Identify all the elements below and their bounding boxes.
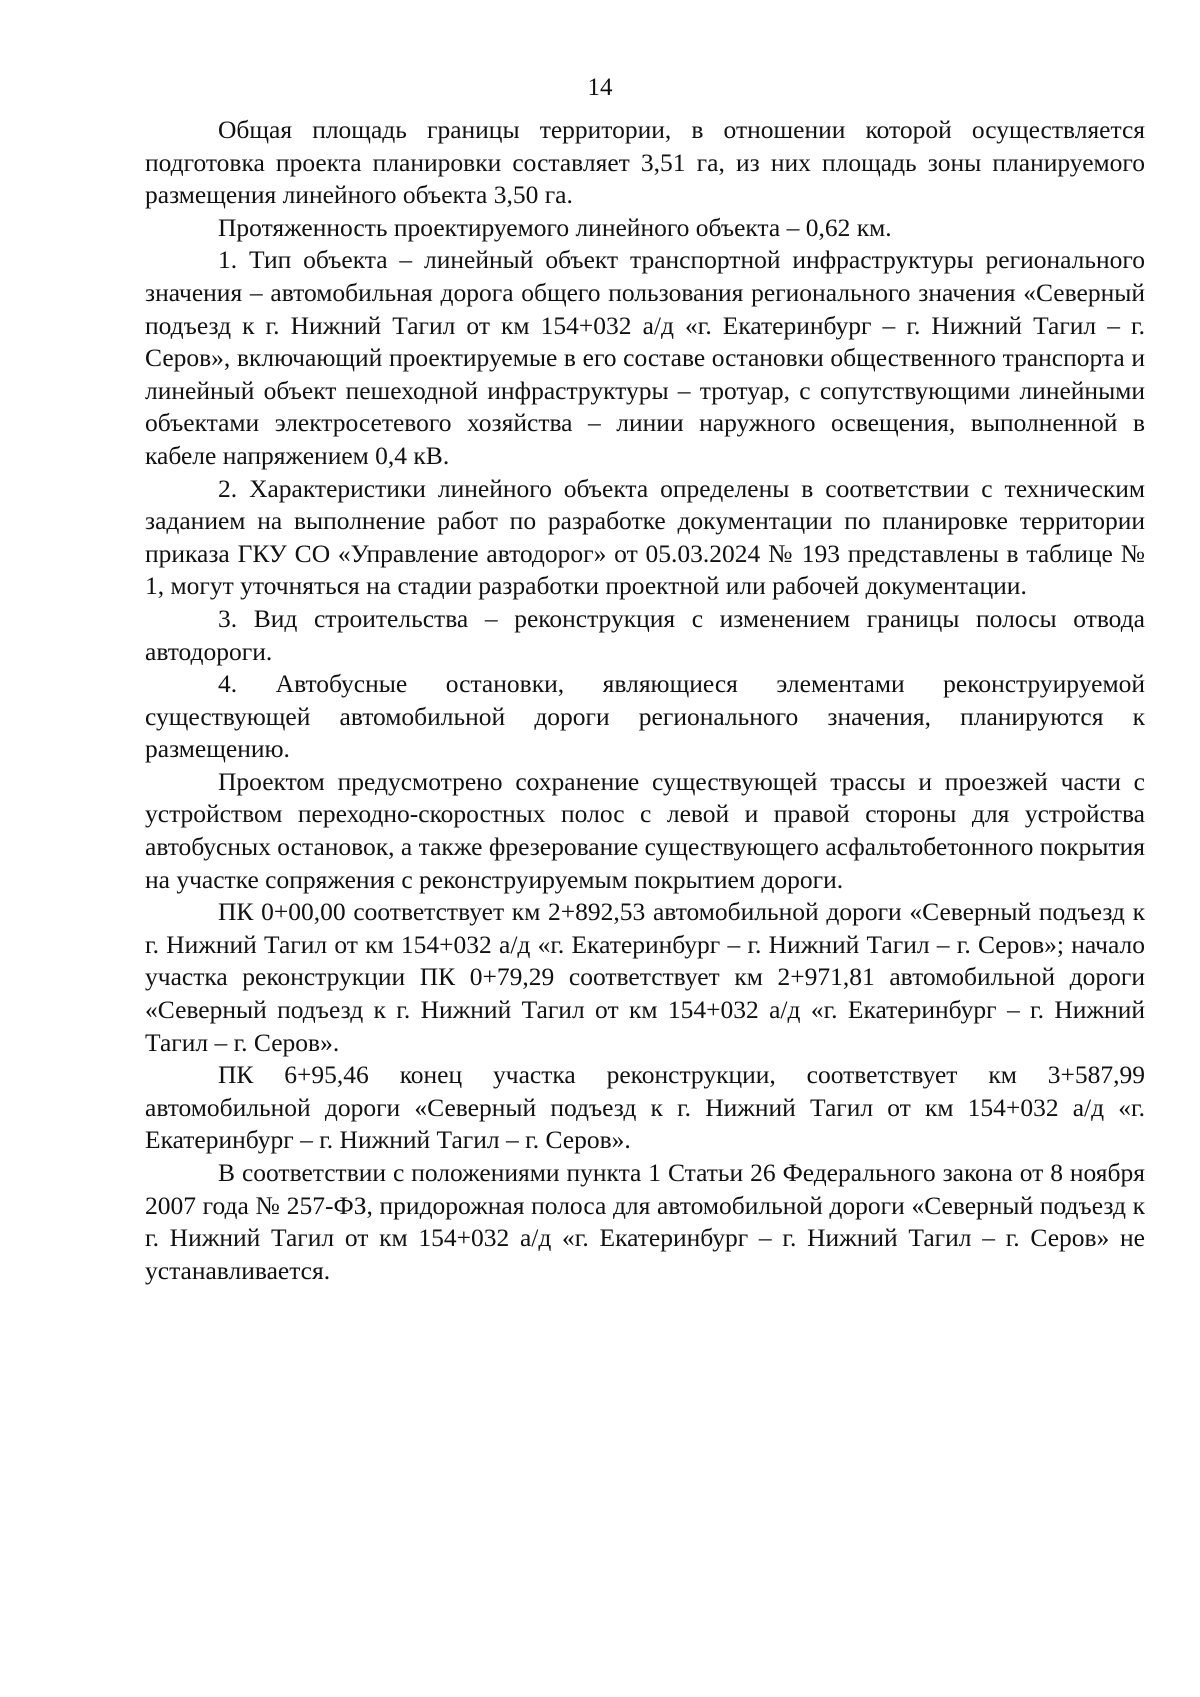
paragraph-construction-type: 3. Вид строительства – реконструкция с изменением границы полосы отвода автодороги. <box>145 603 1145 666</box>
document-body <box>145 114 1145 1287</box>
paragraph-bus-stops: 4. Автобусные остановки, являющиеся элементами реконструируемой существующей автомобильной дороги регионального значения, планируются к размещению. <box>145 669 1145 764</box>
page-number: 14 <box>587 74 613 101</box>
paragraph-length: Протяженность проектируемого линейного объекта – 0,62 км. <box>218 212 892 242</box>
paragraph-object-type: 1. Тип объекта – линейный объект транспортной инфраструктуры регионального значения – автомобильная дорога общего пользования регионального значения «Северный подъезд к г. Нижний Тагил от км 154+032 а/д «г. Екатеринбург – г. Нижний Тагил – г. Серов», включающий проектируемые в его составе остановки общественного транспорта и линейный объект пешеходной инфраструктуры – тротуар, с сопутствующими линейными объектами электросетевого хозяйства – линии наружного освещения, выполненной в кабеле напряжением 0,4 кВ. <box>145 245 1145 470</box>
paragraph-total-area: Общая площадь границы территории, в отношении которой осуществляется подготовка проекта планировки составляет 3,51 га, из них площадь зоны планируемого размещения линейного объекта 3,50 га. <box>145 115 1145 210</box>
paragraph-pk-start: ПК 0+00,00 соответствует км 2+892,53 автомобильной дороги «Северный подъезд к г. Нижний Тагил от км 154+032 а/д «г. Екатеринбург – г. Нижний Тагил – г. Серов»; начало участка реконструкции ПК 0+79,29 соответствует км 2+971,81 автомобильной дороги «Северный подъезд к г. Нижний Тагил от км 154+032 а/д «г. Екатеринбург – г. Нижний Тагил – г. Серов». <box>145 897 1145 1057</box>
paragraph-characteristics: 2. Характеристики линейного объекта определены в соответствии с техническим заданием на выполнение работ по разработке документации по планировке территории приказа ГКУ СО «Управление автодорог» от 05.03.2024 № 193 представлены в таблице № 1, могут уточняться на стадии разработки проектной или рабочей документации. <box>145 473 1145 601</box>
paragraph-roadside-strip: В соответствии с положениями пункта 1 Статьи 26 Федерального закона от 8 ноября 2007 года № 257-ФЗ, придорожная полоса для автомобильной дороги «Северный подъезд к г. Нижний Тагил от км 154+032 а/д «г. Екатеринбург – г. Нижний Тагил – г. Серов» не устанавливается. <box>145 1158 1145 1285</box>
paragraph-pk-end: ПК 6+95,46 конец участка реконструкции, соответствует км 3+587,99 автомобильной дороги «Северный подъезд к г. Нижний Тагил от км 154+032 а/д «г. Екатеринбург – г. Нижний Тагил – г. Серов». <box>145 1060 1145 1155</box>
paragraph-project-scope: Проектом предусмотрено сохранение существующей трассы и проезжей части с устройством переходно-скоростных полос с левой и правой стороны для устройства автобусных остановок, а также фрезерование существующего асфальтобетонного покрытия на участке сопряжения с реконструируемым покрытием дороги. <box>145 766 1145 894</box>
